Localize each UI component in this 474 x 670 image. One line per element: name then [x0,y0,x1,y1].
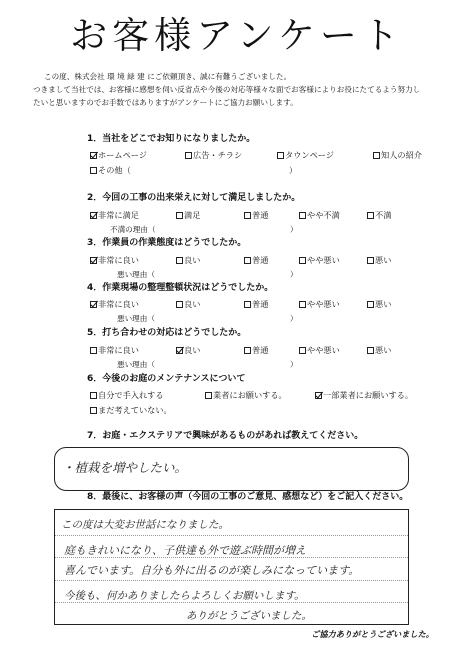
checkbox-checked[interactable] [90,257,97,264]
q3-reason-close: ） [290,270,298,279]
q4-option-good[interactable]: 良い [176,299,200,309]
q5-option-normal[interactable]: 普通 [244,345,268,355]
q8-label: 8．最後に、お客様の声（今回の工事のご意見、感想など）をご記入ください。 [87,492,409,502]
q3-option-very-good[interactable]: 非常に良い [90,255,139,265]
q2-label: 2．今回の工事の出来栄えに対して満足しましたか。 [87,193,301,203]
checkbox[interactable] [299,347,306,354]
q2-reason-close: ） [290,225,298,234]
q7-label: 7．お庭・エクステリアで興味があるものがあれば教えてください。 [87,431,364,441]
q8-handwritten-line-2: 庭もきれいになり、子供達も外で遊ぶ時間が増え [64,544,306,557]
checkbox[interactable] [176,257,183,264]
checkbox[interactable] [90,347,97,354]
checkbox[interactable] [367,301,374,308]
checkbox[interactable] [205,392,212,399]
q1-option-homepage[interactable]: ホームページ [90,150,147,160]
q5-option-good[interactable]: 良い [176,345,200,355]
q4-reason-label: 悪い理由（ [117,314,155,323]
q2-reason-label: 不満の理由（ [110,225,156,234]
q8-handwritten-line-3: 喜んでいます。自分も外に出るのが楽しみになっています。 [64,564,360,577]
q8-rule-line [55,535,408,536]
q6-option-undecided[interactable]: まだ考えていない。 [90,405,172,415]
q4-reason-close: ） [290,314,298,323]
q4-option-normal[interactable]: 普通 [244,299,268,309]
q5-reason-label: 悪い理由（ [117,360,155,369]
checkbox[interactable] [244,257,251,264]
checkbox[interactable] [244,347,251,354]
q1-option-ad[interactable]: 広告・チラシ [185,150,242,160]
q2-option-normal[interactable]: 普通 [244,210,268,220]
q3-option-somewhat-bad[interactable]: やや悪い [299,255,340,265]
q1-option-townpage[interactable]: タウンページ [277,150,334,160]
checkbox[interactable] [90,392,97,399]
checkbox[interactable] [367,212,374,219]
q5-reason-close: ） [290,360,298,369]
q8-handwritten-line-4: 今後も、何かありましたらよろしくお願いします。 [64,590,305,602]
checkbox-checked[interactable] [90,152,97,159]
q6-label: 6．今後のお庭のメンテナンスについて [87,374,246,384]
q2-option-dissatisfied[interactable]: 不満 [367,210,391,220]
q8-handwritten-line-1: この度は大変お世話になりました。 [61,519,229,531]
checkbox[interactable] [185,152,192,159]
q6-option-contractor[interactable]: 業者にお願いする。 [205,390,287,400]
q3-option-good[interactable]: 良い [176,255,200,265]
q8-handwritten-line-5: ありがとうございました。 [186,610,312,622]
intro-line-2: つきまして当社では、お客様に感想を伺い反省点や今後の対応等様々な面でお客様によりお役にたてるよう努力し [33,85,421,94]
q5-option-somewhat-bad[interactable]: やや悪い [299,345,340,355]
q3-option-bad[interactable]: 悪い [367,255,391,265]
thanks-message: ご協力ありがとうございました。 [311,629,434,639]
q2-option-somewhat-dissatisfied[interactable]: やや不満 [299,210,340,220]
q2-option-very-satisfied[interactable]: 非常に満足 [90,210,139,220]
q1-other-close: ） [289,165,298,175]
checkbox[interactable] [244,301,251,308]
checkbox-checked[interactable] [90,301,97,308]
q4-option-very-good[interactable]: 非常に良い [90,299,139,309]
checkbox[interactable] [176,212,183,219]
q4-option-somewhat-bad[interactable]: やや悪い [299,299,340,309]
checkbox[interactable] [299,301,306,308]
q3-option-normal[interactable]: 普通 [244,255,268,265]
q3-label: 3．作業員の作業態度はどうでしたか。 [87,238,247,248]
q5-option-bad[interactable]: 悪い [367,345,391,355]
checkbox[interactable] [299,212,306,219]
q2-option-satisfied[interactable]: 満足 [176,210,200,220]
checkbox-checked[interactable] [315,392,322,399]
q4-label: 4．作業現場の整理整頓状況はどうでしたか。 [87,283,274,293]
intro-line-1: この度、株式会社 環 境 緑 建 にご依頼頂き、誠に有難うございました。 [44,72,292,81]
q1-option-other[interactable]: その他（ [90,165,131,175]
checkbox[interactable] [90,407,97,414]
q5-option-very-good[interactable]: 非常に良い [90,345,139,355]
checkbox-checked[interactable] [176,347,183,354]
checkbox[interactable] [367,347,374,354]
checkbox[interactable] [90,167,97,174]
q5-label: 5．打ち合わせの対応はどうでしたか。 [87,328,247,338]
q6-option-partial-contractor[interactable]: 一部業者にお願いする。 [315,390,413,400]
q6-option-self[interactable]: 自分で手入れする [90,390,164,400]
q7-handwritten-answer: ・植栽を増やしたい。 [62,460,188,475]
checkbox[interactable] [244,212,251,219]
page-title: お客様アンケート [70,14,404,57]
checkbox[interactable] [373,152,380,159]
checkbox[interactable] [367,257,374,264]
checkbox[interactable] [176,301,183,308]
q1-label: 1．当社をどこでお知りになりましたか。 [87,134,256,144]
checkbox[interactable] [277,152,284,159]
checkbox[interactable] [299,257,306,264]
intro-line-3: たいと思いますのでお手数ではありますがアンケートにご協力お願いします。 [33,98,298,107]
q3-reason-label: 悪い理由（ [117,270,155,279]
q8-rule-line [55,580,408,581]
q4-option-bad[interactable]: 悪い [367,299,391,309]
checkbox-checked[interactable] [90,212,97,219]
q1-option-referral[interactable]: 知人の紹介 [373,150,422,160]
